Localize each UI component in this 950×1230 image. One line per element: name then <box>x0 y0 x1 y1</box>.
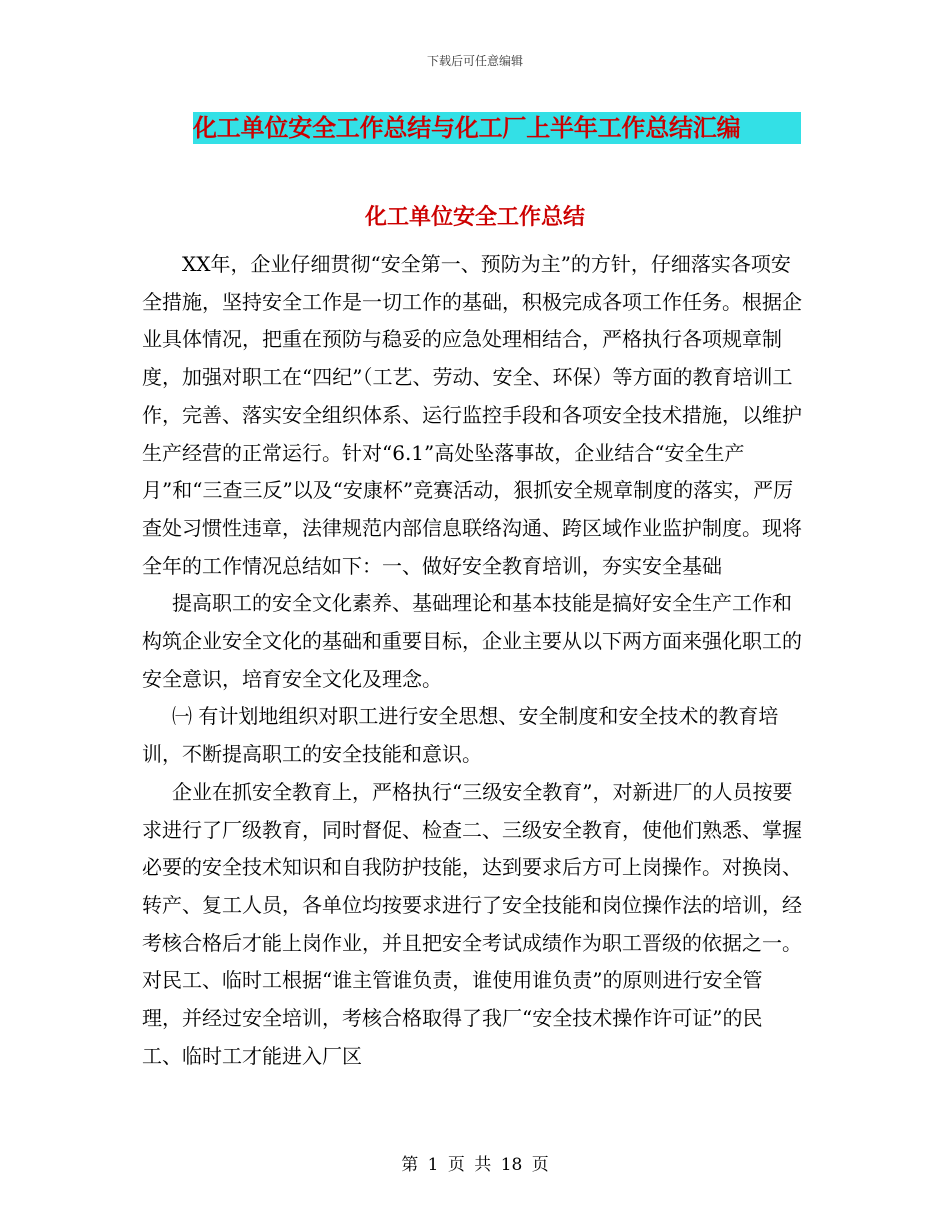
body-paragraph-3: ㈠ 有计划地组织对职工进行安全思想、安全制度和安全技术的教育培训，不断提高职工的安全技能和意识。 <box>142 704 779 767</box>
body-paragraph-2: 提高职工的安全文化素养、基础理论和基本技能是搞好安全生产工作和构筑企业安全文化的基础和重要目标，企业主要从以下两方面来强化职工的安全意识，培育安全文化及理念。 <box>142 591 802 691</box>
body-paragraph-1: XX年，企业仔细贯彻“安全第一、预防为主”的方针，仔细落实各项安全措施，坚持安全工作是一切工作的基础，积极完成各项工作任务。根据企业具体情况，把重在预防与稳妥的应急处理相结合，严格执行各项规章制度，加强对职工在“四纪”（工艺、劳动、安全、环保）等方面的教育培训工作，完善、落实安全组织体系、运行监控手段和各项安全技术措施，以维护生产经营的正常运行。针对“6.1”高处坠落事故，企业结合“安全生产月”和“三查三反”以及“安康杯”竞赛活动，狠抓安全规章制度的落实，严厉查处习惯性违章，法律规范内部信息联络沟通、跨区域作业监护制度。现将全年的工作情况总结如下：一、做好安全教育培训，夯实安全基础 <box>142 252 802 578</box>
page-footer-page-number: 第 1 页 共 18 页 <box>401 1155 549 1175</box>
document-title: 化工单位安全工作总结与化工厂上半年工作总结汇编 <box>193 112 801 144</box>
body-paragraph-4: 企业在抓安全教育上，严格执行“三级安全教育”，对新进厂的人员按要求进行了厂级教育，同时督促、检查二、三级安全教育，使他们熟悉、掌握必要的安全技术知识和自我防护技能，达到要求后方可上岗操作。对换岗、转产、复工人员，各单位均按要求进行了安全技能和岗位操作法的培训，经考核合格后才能上岗作业，并且把安全考试成绩作为职工晋级的依据之一。对民工、临时工根据“谁主管谁负责，谁使用谁负责”的原则进行安全管理，并经过安全培训，考核合格取得了我厂“安全技术操作许可证”的民工、临时工才能进入厂区 <box>142 779 802 1068</box>
section-title: 化工单位安全工作总结 <box>364 205 585 230</box>
page-header-note: 下载后可任意编辑 <box>426 54 523 68</box>
document-body <box>142 246 802 1075</box>
